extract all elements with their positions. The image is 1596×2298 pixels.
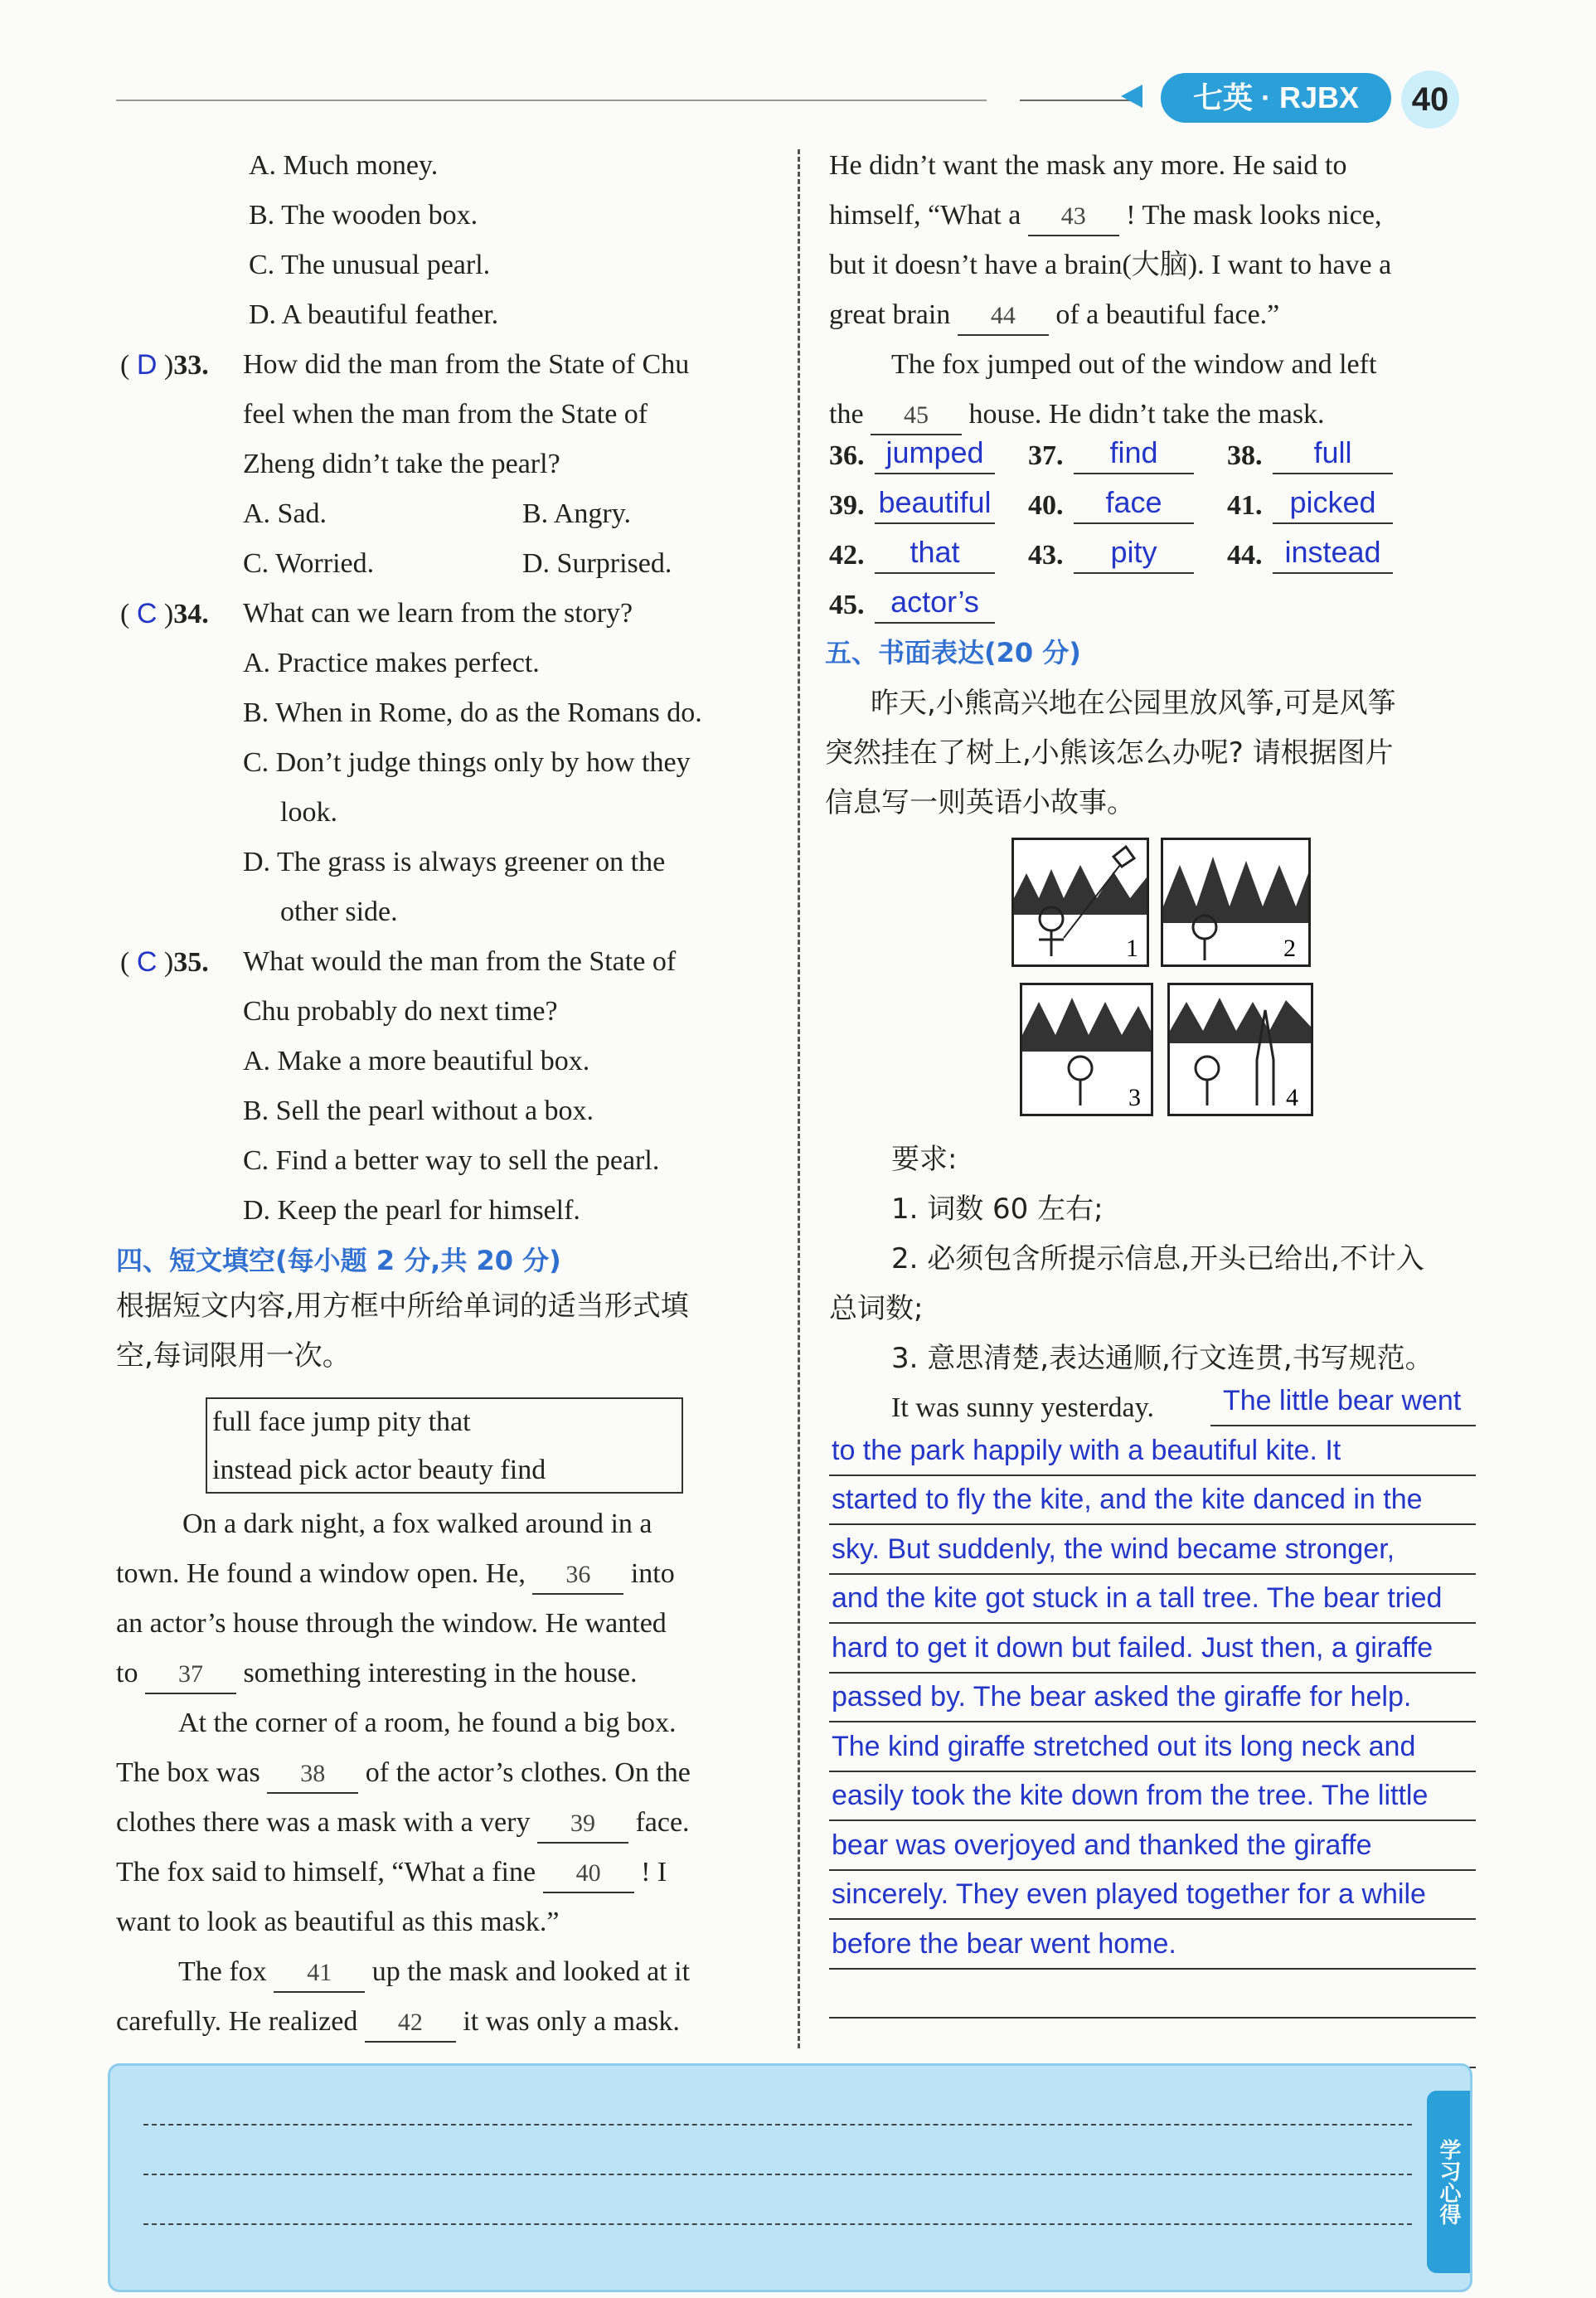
blank-36: 36 [532,1557,623,1595]
story-line-text: The kind giraffe stretched out its long neck and [832,1730,1416,1762]
q33-line-3: Zheng didn’t take the pearl? [243,449,560,479]
grade-badge: 七英 · RJBX [1161,73,1391,123]
story-picture-2 [1161,838,1311,967]
picture-kite-tree-icon [1163,840,1308,964]
writing-line [829,1918,1476,1920]
q32-option-a: A. Much money. [249,150,439,181]
answer-number: 45. [829,590,865,620]
passage-line: but it doesn’t have a brain(大脑). I want to have a [829,250,1392,280]
q33-number: 33. [173,350,209,381]
passage-line: clothes there was a mask with a very 39 face. [116,1798,690,1848]
passage-line: carefully. He realized 42 it was only a mask. [116,1997,680,2047]
writing-line [829,1622,1476,1624]
q34-answer: C [136,598,158,629]
passage-line: town. He found a window open. He, 36 into [116,1549,675,1599]
passage-line: At the corner of a room, he found a big box. [178,1708,677,1738]
requirement-1: 1. 词数 60 左右; [891,1193,1104,1226]
story-line-text: hard to get it down but failed. Just then, a giraffe [832,1631,1433,1664]
writing-line [829,1573,1476,1575]
answer-value: actor’s [875,582,995,624]
page-number: 40 [1401,70,1459,129]
q33-option-d: D. Surprised. [522,548,672,579]
q34-line-1: What can we learn from the story? [243,598,633,629]
story-line-text: bear was overjoyed and thanked the giraffe [832,1829,1372,1861]
answer-number: 40. [1028,490,1064,521]
writing-line [829,1869,1476,1871]
q33-option-a: A. Sad. [243,498,327,529]
answer-value: pity [1074,532,1194,574]
answer-number: 37. [1028,440,1064,471]
q33-option-c: C. Worried. [243,548,375,579]
writing-line [829,1672,1476,1674]
note-line [143,2124,1412,2126]
word-box [206,1397,683,1494]
q33-line-1: How did the man from the State of Chu [243,349,690,380]
story-line-text: and the kite got stuck in a tall tree. The bear tried [832,1582,1443,1614]
q34-option-c: C. Don’t judge things only by how they [243,747,691,778]
header-rule [116,100,987,101]
q35-number: 35. [173,947,209,978]
q35-line-2: Chu probably do next time? [243,996,558,1027]
q35-option-a: A. Make a more beautiful box. [243,1046,590,1076]
story-line-text: to the park happily with a beautiful kite. It [832,1434,1341,1466]
answer-value: picked [1273,483,1393,524]
passage-line: The fox said to himself, “What a fine 40 ! I [116,1848,667,1897]
section5-instruction-1: 昨天,小熊高兴地在公园里放风筝,可是风筝 [871,687,1396,720]
q34-number: 34. [173,599,209,629]
story-line-text: passed by. The bear asked the giraffe for help. [832,1681,1412,1713]
answer-value: jumped [875,433,995,474]
blank-38: 38 [267,1756,358,1794]
q33-answer-bracket: ( D )33. [120,349,209,381]
story-line-text: sky. But suddenly, the wind became stronger, [832,1533,1395,1565]
story-line-text: before the bear went home. [832,1927,1176,1960]
answer-value: full [1273,433,1393,474]
column-divider [798,149,800,2048]
requirement-3: 3. 意思清楚,表达通顺,行文连贯,书写规范。 [891,1342,1433,1375]
note-line [143,2223,1412,2225]
header-rule-short [1020,100,1136,101]
word-box-row-1: full face jump pity that [212,1406,471,1437]
section4-title: 四、短文填空(每小题 2 分,共 20 分) [116,1245,561,1276]
writing-line [829,1819,1476,1821]
answer-value: instead [1273,532,1393,574]
blank-44: 44 [958,298,1049,336]
blank-42: 42 [365,2004,456,2043]
study-notes-area[interactable] [108,2063,1472,2292]
answer-number: 38. [1227,440,1263,471]
writing-line [829,1523,1476,1525]
q33-answer: D [136,349,158,381]
writing-line [1210,1425,1476,1426]
writing-line [829,1771,1476,1772]
answer-value: find [1074,433,1194,474]
story-line-text: easily took the kite down from the tree. The little [832,1780,1429,1811]
q35-answer-bracket: ( C )35. [120,946,209,978]
picture-number-2: 2 [1283,935,1296,962]
q34-option-d: D. The grass is always greener on the [243,847,666,877]
q35-option-c: C. Find a better way to sell the pearl. [243,1145,660,1176]
section4-instruction-2: 空,每词限用一次。 [116,1339,351,1372]
answer-number: 36. [829,440,865,471]
writing-line [829,1721,1476,1722]
passage-line: to 37 something interesting in the house. [116,1649,637,1698]
q32-option-c: C. The unusual pearl. [249,250,491,280]
story-picture-3 [1020,983,1153,1116]
passage-line: The box was 38 of the actor’s clothes. On the [116,1748,691,1798]
picture-bear-giraffe-icon [1170,985,1311,1114]
writing-line [829,1475,1476,1476]
section5-instruction-3: 信息写一则英语小故事。 [825,786,1135,819]
q34-option-d-cont: other side. [280,896,398,927]
passage-line: The fox 41 up the mask and looked at it [178,1947,690,1997]
story-picture-1 [1011,838,1149,967]
answer-value: beautiful [875,483,995,524]
answer-number: 41. [1227,490,1263,521]
q35-option-d: D. Keep the pearl for himself. [243,1195,580,1226]
q35-answer: C [136,946,158,978]
blank-40: 40 [543,1855,634,1893]
q35-line-1: What would the man from the State of [243,946,677,977]
q34-answer-bracket: ( C )34. [120,598,209,629]
passage-line: want to look as beautiful as this mask.” [116,1907,560,1937]
answer-number: 43. [1028,540,1064,571]
picture-bear-sad-icon [1022,985,1151,1114]
picture-bear-kite-icon [1014,840,1147,964]
q32-option-d: D. A beautiful feather. [249,299,499,330]
arrow-left-icon [1121,85,1142,108]
story-start: It was sunny yesterday. [891,1392,1154,1423]
note-line [143,2174,1412,2175]
answer-number: 44. [1227,540,1263,571]
study-notes-tab: 学习心得 [1427,2091,1470,2273]
passage-line: On a dark night, a fox walked around in a [182,1509,652,1539]
blank-37: 37 [145,1656,236,1694]
requirements-title: 要求: [891,1143,958,1176]
blank-43: 43 [1028,198,1119,236]
blank-41: 41 [274,1955,365,1993]
q34-option-a: A. Practice makes perfect. [243,648,540,678]
story-line-text: The little bear went [1223,1385,1462,1416]
picture-number-3: 3 [1128,1084,1141,1111]
passage-line: great brain 44 of a beautiful face.” [829,290,1279,340]
passage-line: He didn’t want the mask any more. He said to [829,150,1347,181]
passage-line: The fox jumped out of the window and left [891,349,1377,380]
section4-instruction-1: 根据短文内容,用方框中所给单词的适当形式填 [116,1290,689,1323]
section5-title: 五、书面表达(20 分) [825,637,1081,668]
section5-instruction-2: 突然挂在了树上,小熊该怎么办呢? 请根据图片 [825,736,1394,770]
answer-value: that [875,532,995,574]
answer-number: 39. [829,490,865,521]
passage-line: himself, “What a 43 ! The mask looks nice, [829,191,1381,240]
requirement-2-cont: 总词数; [829,1292,924,1325]
answer-value: face [1074,483,1194,524]
picture-number-1: 1 [1126,935,1138,962]
answer-number: 42. [829,540,865,571]
q32-option-b: B. The wooden box. [249,200,478,231]
picture-number-4: 4 [1286,1084,1298,1111]
story-line-text: started to fly the kite, and the kite danced in the [832,1484,1423,1515]
writing-line [829,2017,1476,2019]
writing-line [829,1968,1476,1970]
q34-option-c-cont: look. [280,797,337,828]
passage-line: an actor’s house through the window. He wanted [116,1608,667,1639]
q35-option-b: B. Sell the pearl without a box. [243,1096,594,1126]
story-picture-4 [1167,983,1313,1116]
q34-option-b: B. When in Rome, do as the Romans do. [243,697,702,728]
story-line-text: sincerely. They even played together for a while [832,1878,1426,1910]
requirement-2: 2. 必须包含所提示信息,开头已给出,不计入 [891,1242,1424,1275]
q33-option-b: B. Angry. [522,498,631,529]
q33-line-2: feel when the man from the State of [243,399,648,430]
passage-line: the 45 house. He didn’t take the mask. [829,390,1325,440]
blank-45: 45 [871,397,962,435]
blank-39: 39 [537,1805,628,1844]
word-box-row-2: instead pick actor beauty find [212,1455,546,1485]
